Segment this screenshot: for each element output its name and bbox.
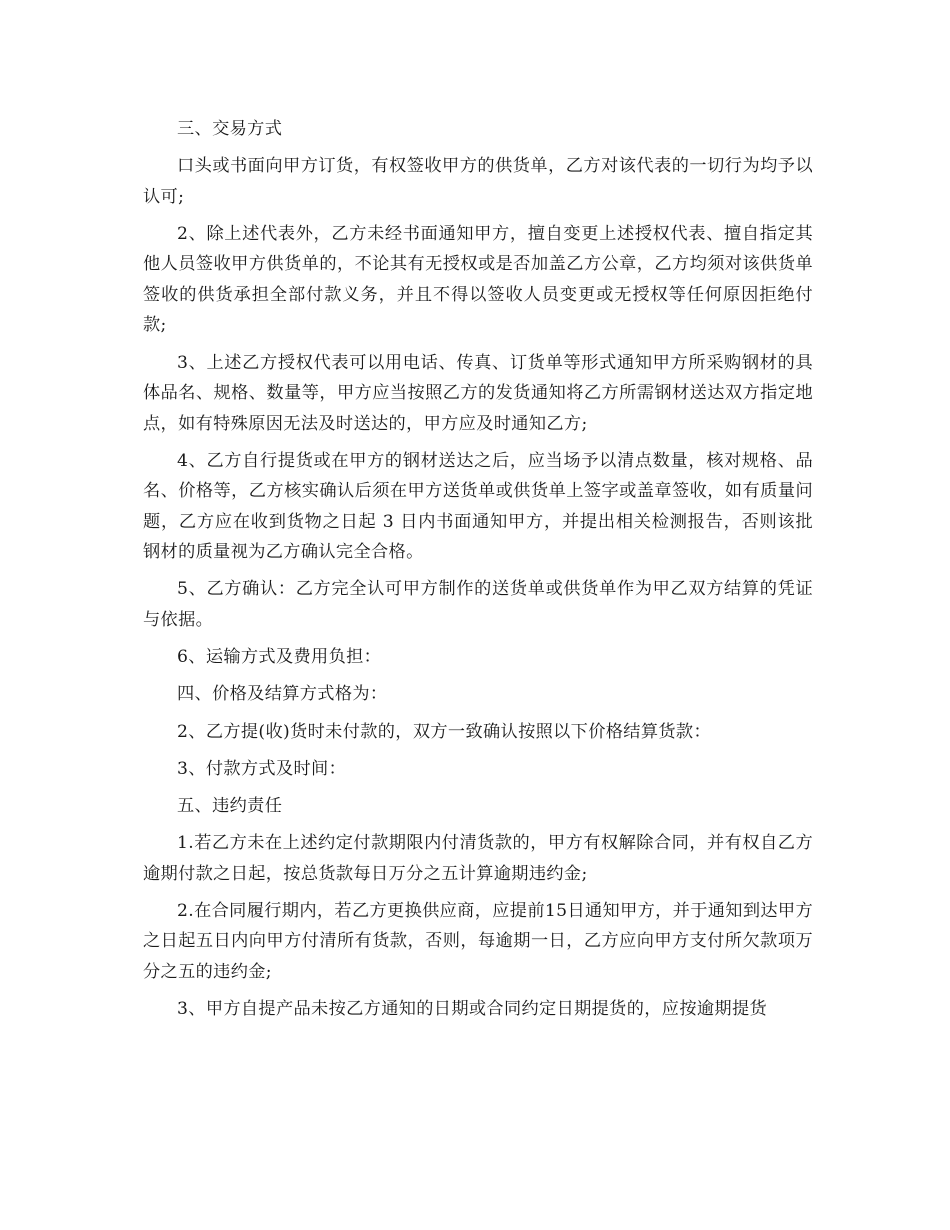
- paragraph: 6、运输方式及费用负担：: [177, 647, 382, 668]
- paragraph: 3、甲方自提产品未按乙方通知的日期或合同约定日期提货的，应按逾期提货: [177, 998, 768, 1019]
- paragraph: 3、付款方式及时间：: [177, 758, 347, 779]
- section-heading-liability: 五、违约责任: [177, 795, 283, 816]
- paragraph: 5、乙方确认：乙方完全认可甲方制作的送货单或供货单作为甲乙双方结算的凭证与依据。: [143, 579, 813, 630]
- paragraph: 3、上述乙方授权代表可以用电话、传真、订货单等形式通知甲方所采购钢材的具体品名、规格、数量等，甲方应当按照乙方的发货通知将乙方所需钢材送达双方指定地点，如有特殊原因无法及时送达的，甲方应及时通知乙方;: [143, 352, 813, 434]
- paragraph: 1.若乙方未在上述约定付款期限内付清货款的，甲方有权解除合同，并有权自乙方逾期付款之日起，按总货款每日万分之五计算逾期违约金;: [143, 833, 813, 884]
- paragraph: 2、除上述代表外，乙方未经书面通知甲方，擅自变更上述授权代表、擅自指定其他人员签收甲方供货单的，不论其有无授权或是否加盖乙方公章，乙方均须对该供货单签收的供货承担全部付款义务，并且不得以签收人员变更或无授权等任何原因拒绝付款;: [143, 223, 813, 336]
- section-heading-trade-method: 三、交易方式: [177, 119, 283, 139]
- section-heading-price-settlement: 四、价格及结算方式格为：: [177, 684, 388, 705]
- paragraph: 2、乙方提(收)货时未付款的，双方一致确认按照以下价格结算货款：: [177, 721, 711, 742]
- paragraph: 口头或书面向甲方订货，有权签收甲方的供货单，乙方对该代表的一切行为均予以认可;: [143, 156, 813, 207]
- document-body: [143, 114, 813, 1031]
- paragraph: 4、乙方自行提货或在甲方的钢材送达之后，应当场予以清点数量，核对规格、品名、价格等，乙方核实确认后须在甲方送货单或供货单上签字或盖章签收，如有质量问题，乙方应在收到货物之日起 3 日内书面通知甲方，并提出相关检测报告，否则该批钢材的质量视为乙方确认完全合格。: [143, 450, 813, 563]
- paragraph: 2.在合同履行期内，若乙方更换供应商，应提前15日通知甲方，并于通知到达甲方之日起五日内向甲方付清所有货款，否则，每逾期一日，乙方应向甲方支付所欠款项万分之五的违约金;: [143, 900, 813, 982]
